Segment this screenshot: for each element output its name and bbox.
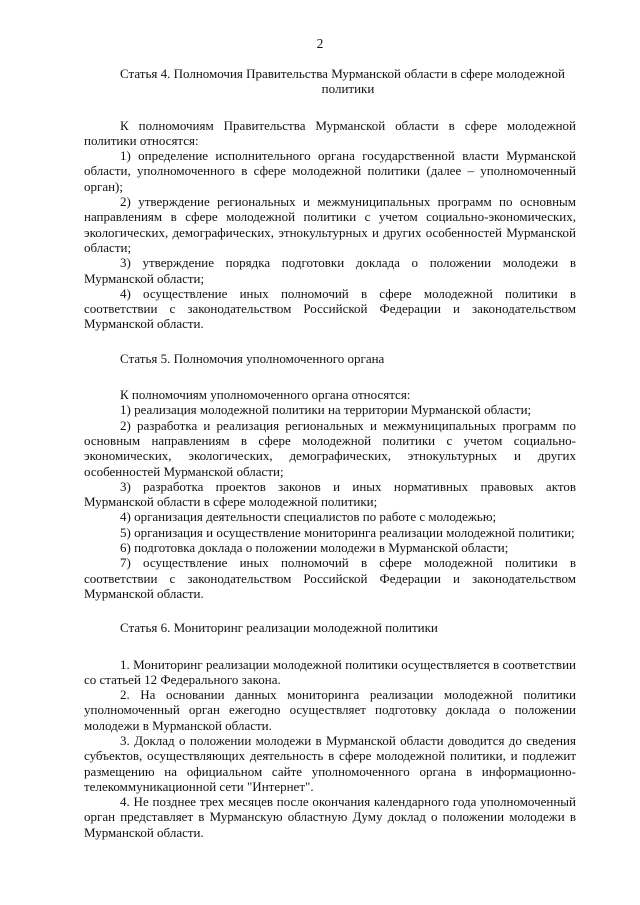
article-5-paragraph: 2) разработка и реализация региональных и межмуниципальных программ по основным направлениям в сфере молодежной политики с учетом социально-экономических, экологических, демографических, этнокультурных и других особенностей Мурманской области; xyxy=(84,417,576,479)
article-5-paragraph: 3) разработка проектов законов и иных нормативных правовых актов Мурманской области в сфере молодежной политики; xyxy=(84,478,576,510)
article-4-paragraph: 2) утверждение региональных и межмуниципальных программ по основным направлениям в сфере молодежной политики с учетом социально-экономических, экологических, демографических, этнокультурных и других особенностей Мурманской области; xyxy=(84,194,576,255)
article-4-paragraph: К полномочиям Правительства Мурманской области в сфере молодежной политики относятся: xyxy=(84,117,576,148)
page-number: 2 xyxy=(316,36,324,51)
article-5-paragraph: К полномочиям уполномоченного органа относятся: xyxy=(120,387,411,403)
article-5-paragraph: 6) подготовка доклада о положении молодежи в Мурманской области; xyxy=(120,540,509,556)
article-6-paragraph: 3. Доклад о положении молодежи в Мурманской области доводится до сведения субъектов, осуществляющих деятельность в сфере молодежной политики, и подлежит размещению на официальном сайте уполномоченного органа в информационно-телекоммуникационной сети "Интернет". xyxy=(84,732,576,794)
article-4-title-line2: политики xyxy=(321,81,375,97)
article-4-title-line1: Статья 4. Полномочия Правительства Мурманской области в сфере молодежной xyxy=(120,66,565,81)
article-4-paragraph: 4) осуществление иных полномочий в сфере молодежной политики в соответствии с законодательством Российской Федерации и законодательством Мурманской области. xyxy=(84,285,576,332)
article-5-paragraph: 4) организация деятельности специалистов по работе с молодежью; xyxy=(120,509,497,525)
article-6-paragraph: 1. Мониторинг реализации молодежной политики осуществляется в соответствии со статьей 12 Федерального закона. xyxy=(84,656,576,687)
article-6-paragraph: 4. Не позднее трех месяцев после окончания календарного года уполномоченный орган представляет в Мурманскую областную Думу доклад о положении молодежи в Мурманской области. xyxy=(84,794,576,840)
article-5-paragraph: 7) осуществление иных полномочий в сфере молодежной политики в соответствии с законодательством Российской Федерации и законодательством Мурманской области. xyxy=(84,555,576,601)
article-5-title: Статья 5. Полномочия уполномоченного органа xyxy=(120,350,385,366)
article-5-paragraph: 1) реализация молодежной политики на территории Мурманской области; xyxy=(120,402,532,418)
article-4-title xyxy=(84,66,576,97)
article-5-paragraph: 5) организация и осуществление мониторинга реализации молодежной политики; xyxy=(120,524,575,540)
article-4-paragraph: 3) утверждение порядка подготовки доклада о положении молодежи в Мурманской области; xyxy=(84,255,576,286)
document-body xyxy=(84,66,576,840)
article-6-title: Статья 6. Мониторинг реализации молодежной политики xyxy=(120,620,438,636)
article-4-paragraph: 1) определение исполнительного органа государственной власти Мурманской области, уполномоченного в сфере молодежной политики (далее – уполномоченный орган); xyxy=(84,148,576,194)
article-6-paragraph: 2. На основании данных мониторинга реализации молодежной политики уполномоченный орган ежегодно осуществляет подготовку доклада о положении молодежи в Мурманской области. xyxy=(84,687,576,733)
